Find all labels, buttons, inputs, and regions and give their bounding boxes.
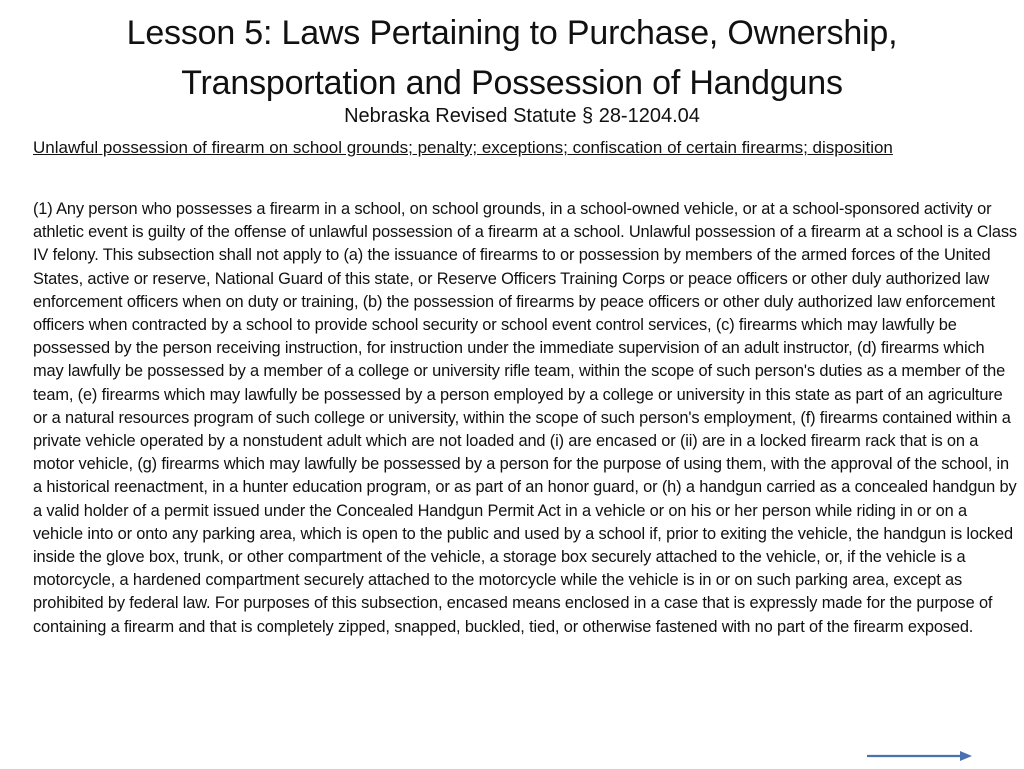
right-arrow-icon — [866, 748, 974, 764]
arrow-head — [960, 751, 972, 761]
slide-title: Lesson 5: Laws Pertaining to Purchase, Ownership, Transportation and Possession of Handguns — [126, 14, 898, 102]
next-slide-button[interactable] — [866, 748, 974, 764]
statute-subtitle: Nebraska Revised Statute § 28-1204.04 — [344, 105, 700, 127]
statute-body: (1) Any person who possesses a firearm in a school, on school grounds, in a school-owned vehicle, or at a school-sponsored activity or athletic event is guilty of the offense of unlawful possession of a firearm at a school. Unlawful possession of a firearm at a school is a Class IV felony. This subsection shall not apply to (a) the issuance of firearms to or possession by members of the armed forces of the United States, active or reserve, National Guard of this state, or Reserve Officers Training Corps or peace officers or other duly authorized law enforcement officers when on duty or training, (b) the possession of firearms by peace officers or other duly authorized law enforcement officers when contracted by a school to provide school security or school event control services, (c) firearms which may lawfully be possessed by the person receiving instruction, for instruction under the immediate supervision of an adult instructor, (d) firearms which may lawfully be possessed by a member of a college or university rifle team, within the scope of such person's duties as a member of the team, (e) firearms which may lawfully be possessed by a person employed by a college or university in this state as part of an agriculture or a natural resources program of such college or university, within the scope of such person's employment, (f) firearms contained within a private vehicle operated by a nonstudent adult which are not loaded and (i) are encased or (ii) are in a locked firearm rack that is on a motor vehicle, (g) firearms which may lawfully be possessed by a person for the purpose of using them, with the approval of the school, in a historical reenactment, in a hunter education program, or as part of an honor guard, or (h) a handgun carried as a concealed handgun by a valid holder of a permit issued under the Concealed Handgun Permit Act in a vehicle or on his or her person while riding in or on a vehicle into or onto any parking area, which is open to the public and used by a school if, prior to exiting the vehicle, the handgun is locked inside the glove box, trunk, or other compartment of the vehicle, a storage box securely attached to the vehicle, or, if the vehicle is a motorcycle, a hardened compartment securely attached to the motorcycle while the vehicle is in or on such parking area, except as prohibited by federal law. For purposes of this subsection, encased means enclosed in a case that is expressly made for the purpose of containing a firearm and that is completely zipped, snapped, buckled, tied, or otherwise fastened with no part of the firearm exposed. — [33, 200, 1017, 636]
statute-heading: Unlawful possession of firearm on school grounds; penalty; exceptions; confiscation of certain firearms; disposition — [33, 138, 893, 157]
